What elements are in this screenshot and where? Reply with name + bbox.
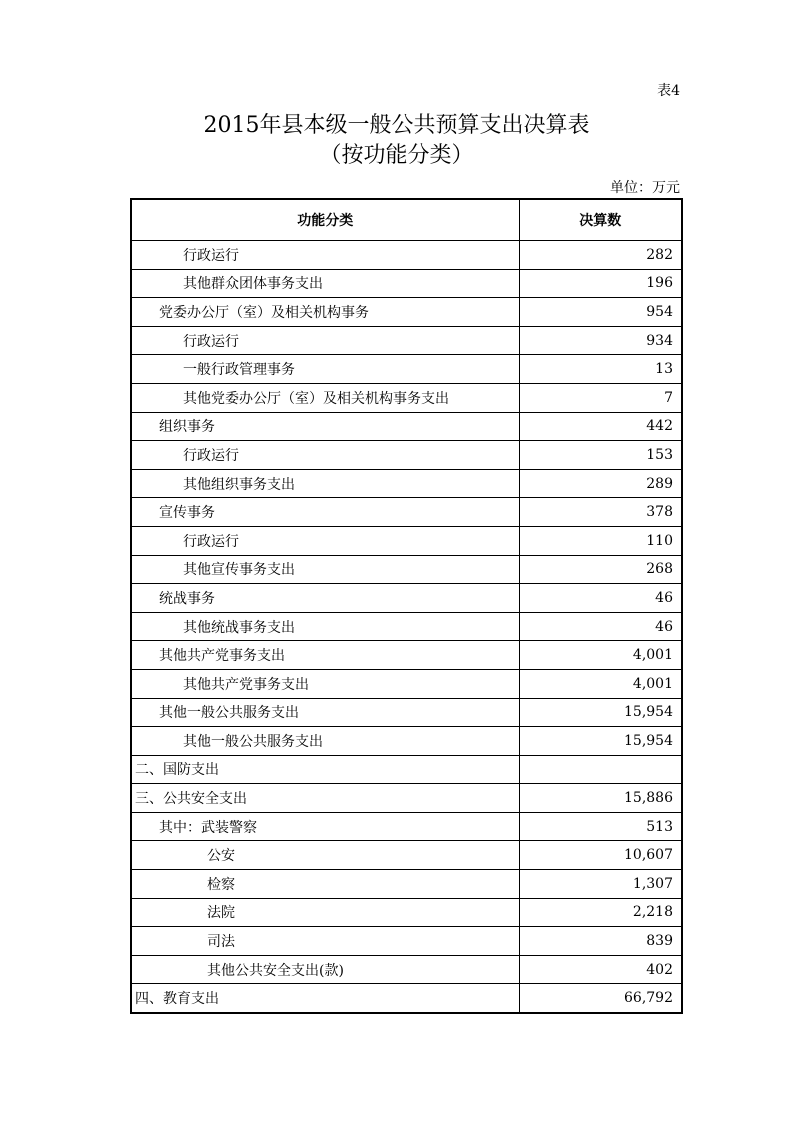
row-amount-cell: 839 (519, 927, 682, 956)
table-row (131, 984, 682, 1013)
row-amount-cell: 15,954 (519, 727, 682, 756)
table-row (131, 412, 682, 441)
table-row (131, 955, 682, 984)
row-amount-cell: 268 (519, 555, 682, 584)
row-category-cell: 行政运行 (131, 441, 519, 470)
row-amount-cell: 402 (519, 955, 682, 984)
table-row (131, 355, 682, 384)
row-category-cell: 公安 (131, 841, 519, 870)
row-category-cell: 其他宣传事务支出 (131, 555, 519, 584)
row-category-cell: 司法 (131, 927, 519, 956)
row-amount-cell: 4,001 (519, 669, 682, 698)
row-amount-cell: 66,792 (519, 984, 682, 1013)
table-row (131, 612, 682, 641)
row-amount-cell: 15,886 (519, 784, 682, 813)
header-amount: 决算数 (519, 199, 682, 241)
table-header-row (131, 199, 682, 241)
row-amount-cell: 282 (519, 241, 682, 270)
table-row (131, 727, 682, 756)
table-row (131, 927, 682, 956)
row-amount-cell: 2,218 (519, 898, 682, 927)
budget-table (130, 198, 683, 1014)
table-row (131, 784, 682, 813)
table-row (131, 498, 682, 527)
row-amount-cell: 15,954 (519, 698, 682, 727)
table-row (131, 641, 682, 670)
row-category-cell: 行政运行 (131, 326, 519, 355)
row-category-cell: 其他党委办公厅（室）及相关机构事务支出 (131, 383, 519, 412)
row-category-cell: 党委办公厅（室）及相关机构事务 (131, 298, 519, 327)
table-row (131, 841, 682, 870)
row-amount-cell: 46 (519, 584, 682, 613)
row-category-cell: 行政运行 (131, 241, 519, 270)
row-category-cell: 二、国防支出 (131, 755, 519, 784)
row-amount-cell: 7 (519, 383, 682, 412)
header-category: 功能分类 (131, 199, 519, 241)
row-amount-cell: 153 (519, 441, 682, 470)
table-row (131, 269, 682, 298)
row-amount-cell: 4,001 (519, 641, 682, 670)
row-category-cell: 统战事务 (131, 584, 519, 613)
table-row (131, 698, 682, 727)
row-amount-cell: 1,307 (519, 870, 682, 899)
row-category-cell: 其他共产党事务支出 (131, 641, 519, 670)
table-body (131, 241, 682, 1014)
row-amount-cell: 378 (519, 498, 682, 527)
row-category-cell: 其中：武装警察 (131, 812, 519, 841)
table-row (131, 755, 682, 784)
row-category-cell: 其他群众团体事务支出 (131, 269, 519, 298)
row-amount-cell: 13 (519, 355, 682, 384)
row-category-cell: 其他一般公共服务支出 (131, 698, 519, 727)
table-row (131, 526, 682, 555)
table-row (131, 241, 682, 270)
row-amount-cell: 10,607 (519, 841, 682, 870)
table-row (131, 441, 682, 470)
table-row (131, 469, 682, 498)
row-amount-cell: 289 (519, 469, 682, 498)
row-amount-cell: 954 (519, 298, 682, 327)
table-row (131, 669, 682, 698)
row-category-cell: 组织事务 (131, 412, 519, 441)
table-row (131, 326, 682, 355)
row-category-cell: 法院 (131, 898, 519, 927)
unit-label: 单位：万元 (610, 180, 680, 196)
row-amount-cell (519, 755, 682, 784)
table-row (131, 584, 682, 613)
row-category-cell: 检察 (131, 870, 519, 899)
row-category-cell: 四、教育支出 (131, 984, 519, 1013)
row-category-cell: 其他统战事务支出 (131, 612, 519, 641)
table-row (131, 298, 682, 327)
table-row (131, 812, 682, 841)
row-category-cell: 行政运行 (131, 526, 519, 555)
document-title: 2015年县本级一般公共预算支出决算表 (203, 113, 590, 138)
row-category-cell: 其他一般公共服务支出 (131, 727, 519, 756)
row-amount-cell: 513 (519, 812, 682, 841)
table-row (131, 870, 682, 899)
row-category-cell: 其他公共安全支出(款) (131, 955, 519, 984)
row-amount-cell: 934 (519, 326, 682, 355)
table-row (131, 898, 682, 927)
table-number-label: 表4 (657, 83, 680, 99)
row-category-cell: 其他共产党事务支出 (131, 669, 519, 698)
row-amount-cell: 196 (519, 269, 682, 298)
table-row (131, 555, 682, 584)
document-subtitle: （按功能分类） (319, 143, 474, 168)
row-amount-cell: 110 (519, 526, 682, 555)
row-category-cell: 一般行政管理事务 (131, 355, 519, 384)
row-category-cell: 其他组织事务支出 (131, 469, 519, 498)
row-category-cell: 宣传事务 (131, 498, 519, 527)
row-amount-cell: 46 (519, 612, 682, 641)
row-category-cell: 三、公共安全支出 (131, 784, 519, 813)
table-row (131, 383, 682, 412)
row-amount-cell: 442 (519, 412, 682, 441)
